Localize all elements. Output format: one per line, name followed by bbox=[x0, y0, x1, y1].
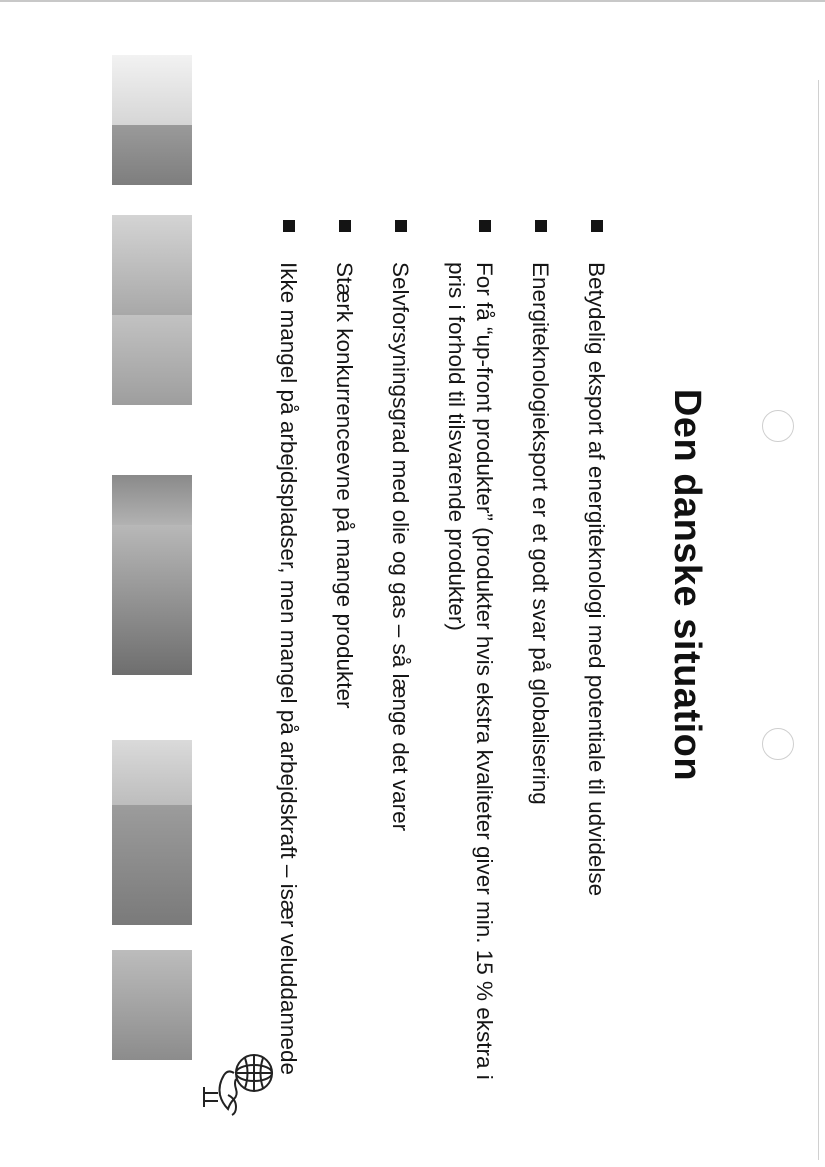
slide-title: Den danske situation bbox=[666, 388, 708, 782]
punch-hole-top bbox=[762, 410, 794, 442]
square-bullet-icon bbox=[535, 220, 547, 232]
list-item bbox=[274, 220, 302, 1100]
list-item bbox=[582, 220, 610, 1100]
list-item bbox=[386, 220, 414, 1100]
decorative-gradient-band bbox=[112, 55, 192, 1115]
scan-edge bbox=[0, 0, 825, 2]
square-bullet-icon bbox=[591, 220, 603, 232]
bullet-list bbox=[246, 220, 610, 1100]
slide bbox=[100, 55, 710, 1115]
bullet-text: For få “up-front produkter” (produkter hvis ekstra kvaliteter giver min. 15 % ekstra i pris i forhold til tilsvarende produkter) bbox=[444, 262, 497, 1080]
bullet-text: Stærk konkurrenceevne på mange produkter bbox=[332, 262, 357, 709]
square-bullet-icon bbox=[339, 220, 351, 232]
list-item bbox=[330, 220, 358, 1100]
square-bullet-icon bbox=[283, 220, 295, 232]
bird-globe-logo-icon bbox=[200, 1045, 280, 1125]
square-bullet-icon bbox=[479, 220, 491, 232]
bullet-text: Selvforsyningsgrad med olie og gas – så længe det varer bbox=[388, 262, 413, 832]
list-item bbox=[442, 220, 498, 1100]
bullet-text: Ikke mangel på arbejdspladser, men mangel på arbejdskraft – især veluddannede bbox=[276, 262, 301, 1075]
bullet-text: Betydelig eksport af energiteknologi med potentiale til udvidelse bbox=[584, 262, 609, 897]
list-item bbox=[526, 220, 554, 1100]
punch-hole-bottom bbox=[762, 728, 794, 760]
scan-edge-right bbox=[818, 80, 819, 1160]
square-bullet-icon bbox=[395, 220, 407, 232]
bullet-text: Energiteknologieksport er et godt svar på globalisering bbox=[528, 262, 553, 805]
